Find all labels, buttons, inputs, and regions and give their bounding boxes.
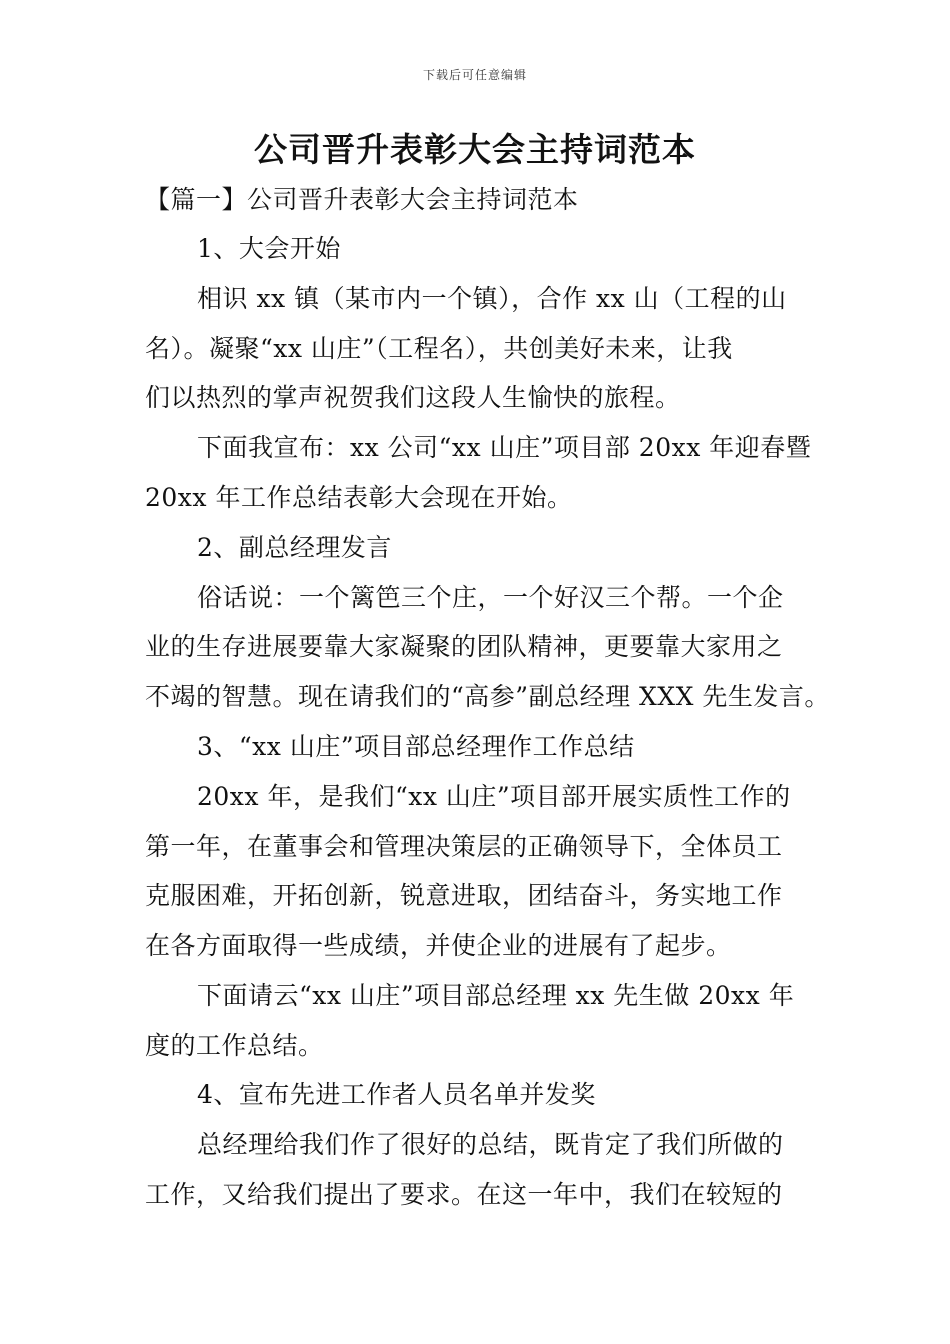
document-title: 公司晋升表彰大会主持词范本 [254, 130, 696, 169]
paragraph-line: 业的生存进展要靠大家凝聚的团队精神，更要靠大家用之 [145, 632, 783, 661]
section-heading: 【篇一】公司晋升表彰大会主持词范本 [145, 185, 579, 214]
paragraph-line: 相识 xx 镇（某市内一个镇），合作 xx 山（工程的山 [197, 284, 787, 313]
paragraph-line: 们以热烈的掌声祝贺我们这段人生愉快的旅程。 [145, 383, 681, 412]
item-heading-4: 4、宣布先进工作者人员名单并发奖 [197, 1080, 596, 1109]
paragraph-line: 下面我宣布：xx 公司“xx 山庄”项目部 20xx 年迎春暨 [197, 433, 812, 462]
paragraph-line: 在各方面取得一些成绩，并使企业的进展有了起步。 [145, 931, 732, 960]
paragraph-line: 不竭的智慧。现在请我们的“高参”副总经理 XXX 先生发言。 [145, 682, 830, 711]
paragraph-line: 20xx 年，是我们“xx 山庄”项目部开展实质性工作的 [197, 782, 791, 811]
item-heading-3: 3、“xx 山庄”项目部总经理作工作总结 [197, 732, 635, 761]
item-heading-2: 2、副总经理发言 [197, 533, 392, 562]
page-header-note: 下载后可任意编辑 [422, 68, 527, 82]
paragraph-line: 第一年，在董事会和管理决策层的正确领导下，全体员工 [145, 832, 783, 861]
paragraph-line: 克服困难，开拓创新，锐意进取，团结奋斗，务实地工作 [145, 881, 783, 910]
paragraph-line: 工作，又给我们提出了要求。在这一年中，我们在较短的 [145, 1180, 783, 1209]
paragraph-line: 20xx 年工作总结表彰大会现在开始。 [145, 483, 573, 512]
paragraph-line: 度的工作总结。 [145, 1031, 324, 1060]
paragraph-line: 下面请云“xx 山庄”项目部总经理 xx 先生做 20xx 年 [197, 981, 795, 1010]
paragraph-line: 总经理给我们作了很好的总结，既肯定了我们所做的 [197, 1130, 784, 1159]
item-heading-1: 1、大会开始 [197, 234, 341, 263]
paragraph-line: 名）。凝聚“xx 山庄”（工程名），共创美好未来，让我 [145, 334, 733, 363]
paragraph-line: 俗话说：一个篱笆三个庄，一个好汉三个帮。一个企 [197, 583, 784, 612]
